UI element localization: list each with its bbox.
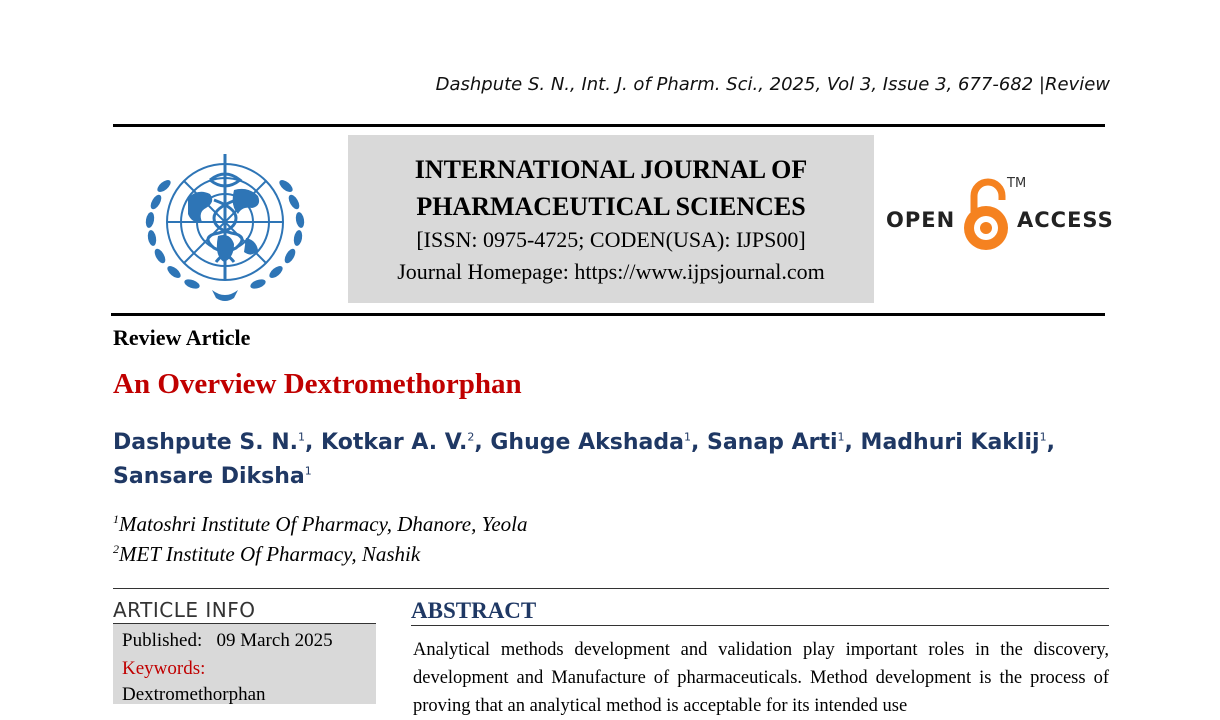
open-access-logo — [886, 170, 1116, 260]
author-list: Dashpute S. N.$^1$, Kotkar A. V.$^2$, Ghuge Akshada$^1$, Sanap Arti$^1$, Madhuri Kaklij$^1$, Sansare Diksha$^1$ — [113, 430, 1055, 489]
published-date: 09 March 2025 — [216, 630, 333, 651]
author-name: Sansare Diksha — [113, 464, 305, 489]
author-name: Ghuge Akshada — [490, 430, 684, 455]
published-line — [122, 630, 333, 652]
article-type: Review Article — [113, 325, 251, 350]
author-name: Madhuri Kaklij — [860, 430, 1040, 455]
author-affiliation-mark: 2 — [467, 430, 475, 444]
keyword: Dextromethorphan — [122, 684, 266, 705]
citation-header: Dashpute S. N., Int. J. of Pharm. Sci., 2025, Vol 3, Issue 3, 677-682 |Review — [435, 74, 1110, 95]
affiliation-number: 2 — [113, 542, 119, 556]
abstract-heading: ABSTRACT — [411, 598, 1109, 626]
author-affiliation-mark: 1 — [298, 430, 306, 444]
trademark-mark: TM — [1007, 176, 1027, 191]
author-affiliation-mark: 1 — [837, 430, 845, 444]
journal-issn: [ISSN: 0975-4725; CODEN(USA): IJPS00] — [416, 227, 806, 252]
open-access-right-text: ACCESS — [1017, 208, 1114, 232]
affiliation — [113, 512, 528, 537]
open-access-left-text: OPEN — [886, 208, 956, 232]
journal-title-line2: PHARMACEUTICAL SCIENCES — [416, 192, 806, 221]
article-info-heading: ARTICLE INFO — [113, 598, 376, 624]
top-divider — [113, 124, 1105, 127]
affiliation-text: MET Institute Of Pharmacy, Nashik — [119, 542, 421, 566]
journal-title-box — [348, 135, 874, 303]
author-name: Kotkar A. V. — [321, 430, 468, 455]
journal-title — [348, 151, 874, 225]
keywords-label: Keywords: — [122, 658, 206, 679]
article-info-box — [113, 624, 376, 704]
article-title: An Overview Dextromethorphan — [113, 368, 522, 400]
author-affiliation-mark: 1 — [1039, 430, 1047, 444]
author-affiliation-mark: 1 — [304, 464, 312, 478]
header-bottom-divider — [111, 313, 1105, 316]
affiliation-text: Matoshri Institute Of Pharmacy, Dhanore, Yeola — [119, 512, 528, 536]
journal-emblem-logo — [126, 140, 324, 308]
journal-homepage[interactable]: Journal Homepage: https://www.ijpsjournal.com — [397, 259, 825, 284]
author-name: Dashpute S. N. — [113, 430, 299, 455]
affiliation-divider — [113, 588, 1109, 589]
affiliation-number: 1 — [113, 512, 119, 526]
journal-title-line1: INTERNATIONAL JOURNAL OF — [414, 155, 808, 184]
abstract-text: Analytical methods development and validation play important roles in the discovery, development and Manufacture of pharmaceuticals. Method development is the process of proving that an analytical method is acceptable for its intended use — [413, 640, 1109, 716]
published-label: Published: — [122, 630, 203, 651]
author-affiliation-mark: 1 — [683, 430, 691, 444]
author-name: Sanap Arti — [706, 430, 838, 455]
affiliation — [113, 542, 420, 567]
